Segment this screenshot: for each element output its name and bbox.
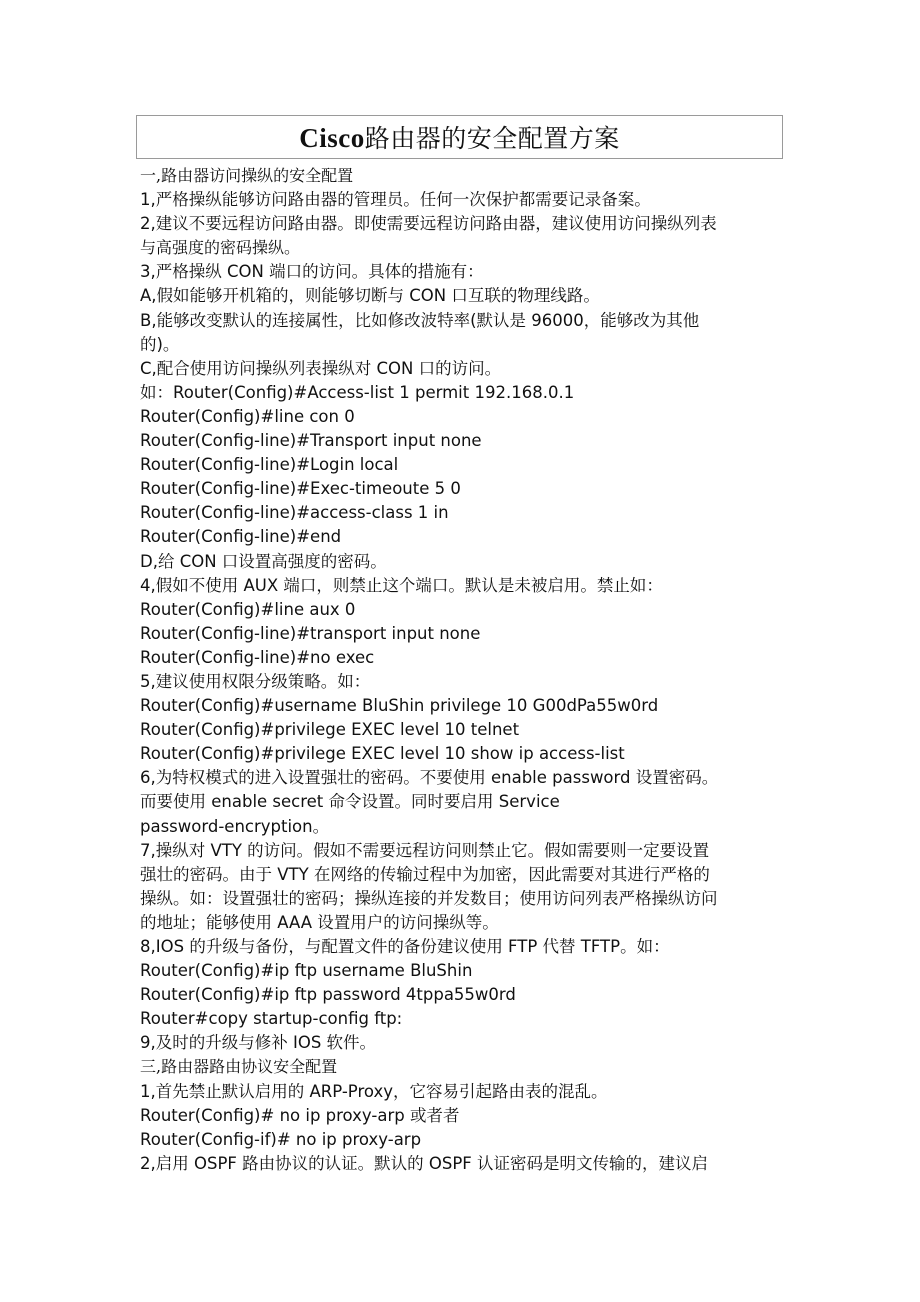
code-line: Router(Config)#privilege EXEC level 10 show ip access-list	[140, 744, 625, 764]
text-line: 7,操纵对 VTY 的访问。假如不需要远程访问则禁止它。假如需要则一定要设置	[140, 840, 710, 860]
section-heading: 一,路由器访问操纵的安全配置	[140, 166, 354, 185]
code-line: Router(Config-line)#transport input none	[140, 623, 481, 643]
code-line: Router(Config-line)#no exec	[140, 647, 375, 667]
code-line: Router(Config-line)#access-class 1 in	[140, 503, 449, 523]
code-line: Router(Config)#line con 0	[140, 406, 355, 426]
text-line: 2,建议不要远程访问路由器。即使需要远程访问路由器，建议使用访问操纵列表	[140, 214, 717, 234]
code-line: Router(Config-line)#Exec-timeoute 5 0	[140, 479, 461, 499]
text-line: C,配合使用访问操纵列表操纵对 CON 口的访问。	[140, 358, 502, 378]
code-line: Router(Config-line)#Login local	[140, 455, 399, 475]
code-line: Router(Config-line)#Transport input none	[140, 431, 482, 451]
text-line: 的地址；能够使用 AAA 设置用户的访问操纵等。	[140, 912, 499, 932]
text-line: 5,建议使用权限分级策略。如：	[140, 671, 371, 691]
document-title	[299, 119, 620, 155]
section-heading: 三,路由器路由协议安全配置	[140, 1057, 338, 1077]
code-line: 如：Router(Config)#Access-list 1 permit 192.168.0.1	[140, 382, 575, 402]
text-line: 6,为特权模式的进入设置强壮的密码。不要使用 enable password 设置密码。	[140, 768, 719, 788]
text-line: 强壮的密码。由于 VTY 在网络的传输过程中为加密，因此需要对其进行严格的	[140, 864, 710, 884]
title-latin: Cisco	[299, 123, 365, 153]
code-line: Router(Config)#privilege EXEC level 10 telnet	[140, 720, 520, 740]
text-line: B,能够改变默认的连接属性，比如修改波特率(默认是 96000，能够改为其他	[140, 310, 700, 330]
text-line: 1,首先禁止默认启用的 ARP-Proxy，它容易引起路由表的混乱。	[140, 1081, 608, 1101]
code-line: Router(Config)#username BluShin privilege 10 G00dPa55w0rd	[140, 696, 659, 716]
text-line: 4,假如不使用 AUX 端口，则禁止这个端口。默认是未被启用。禁止如：	[140, 575, 663, 595]
text-line: 1,严格操纵能够访问路由器的管理员。任何一次保护都需要记录备案。	[140, 190, 651, 210]
text-line: 2,启用 OSPF 路由协议的认证。默认的 OSPF 认证密码是明文传输的，建议启	[140, 1153, 709, 1173]
code-line: Router(Config)#ip ftp username BluShin	[140, 961, 473, 981]
text-line: A,假如能够开机箱的，则能够切断与 CON 口互联的物理线路。	[140, 286, 600, 306]
text-line: 3,严格操纵 CON 端口的访问。具体的措施有：	[140, 262, 484, 282]
text-line: 9,及时的升级与修补 IOS 软件。	[140, 1033, 377, 1053]
code-line: Router#copy startup-config ftp:	[140, 1009, 403, 1029]
text-line: 与高强度的密码操纵。	[140, 238, 301, 258]
text-line: D,给 CON 口设置高强度的密码。	[140, 551, 387, 571]
code-line: Router(Config)#ip ftp password 4tppa55w0rd	[140, 985, 516, 1005]
text-line: 8,IOS 的升级与备份，与配置文件的备份建议使用 FTP 代替 TFTP。如：	[140, 937, 670, 956]
text-line: 操纵。如：设置强壮的密码；操纵连接的并发数目；使用访问列表严格操纵访问	[140, 888, 718, 908]
code-line: Router(Config-line)#end	[140, 527, 342, 547]
text-line: 而要使用 enable secret 命令设置。同时要启用 Service	[140, 792, 560, 812]
code-line: Router(Config)# no ip proxy-arp 或者者	[140, 1105, 460, 1125]
text-line: password-encryption。	[140, 816, 330, 836]
code-line: Router(Config-if)# no ip proxy-arp	[140, 1129, 422, 1149]
text-line: 的)。	[140, 334, 180, 354]
title-rest: 路由器的安全配置方案	[364, 124, 620, 153]
code-line: Router(Config)#line aux 0	[140, 599, 356, 619]
title-box	[136, 115, 783, 159]
document-body	[140, 164, 785, 1176]
